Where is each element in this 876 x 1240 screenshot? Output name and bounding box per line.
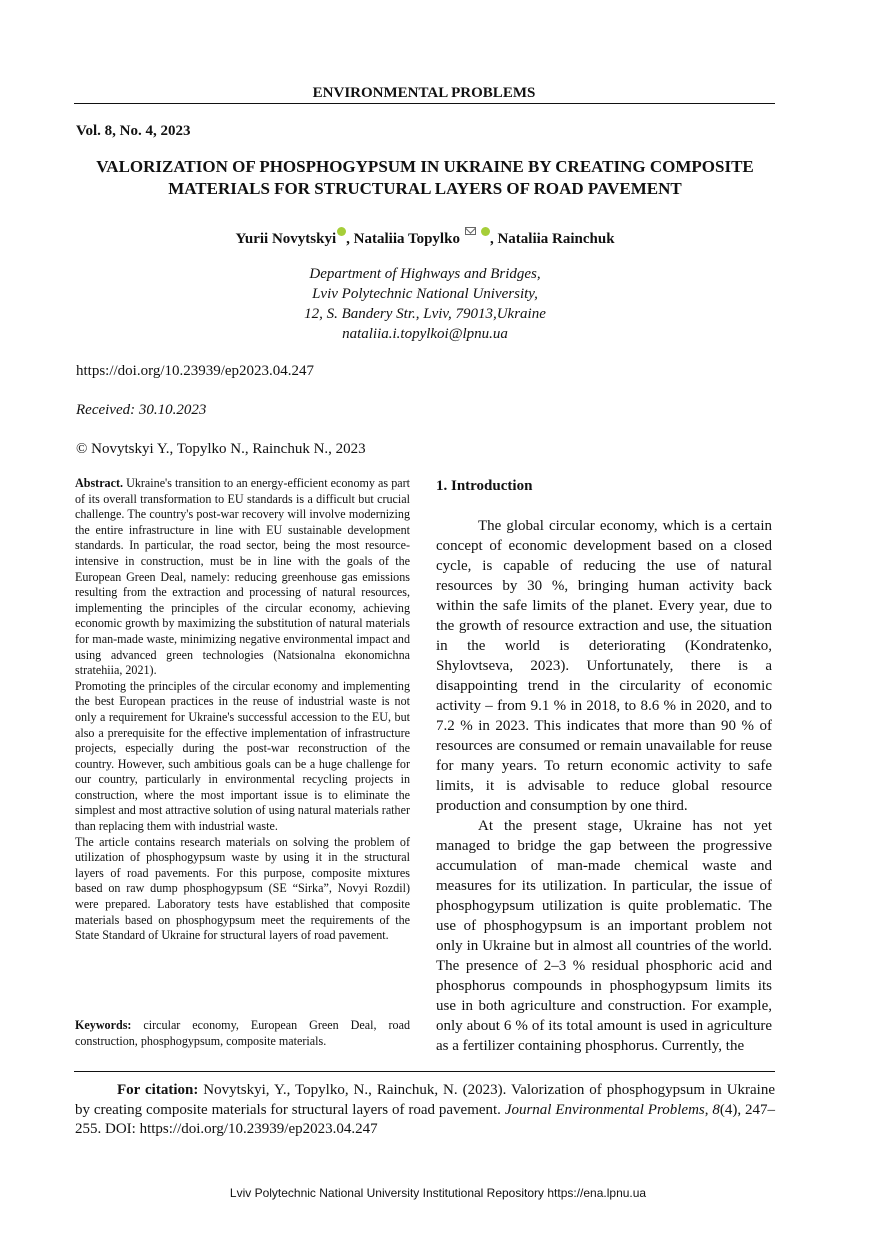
title-line-2: MATERIALS FOR STRUCTURAL LAYERS OF ROAD PAVEMENT — [168, 179, 682, 198]
journal-header: ENVIRONMENTAL PROBLEMS — [312, 85, 536, 101]
citation-separator: , — [704, 1101, 713, 1118]
keywords-text: circular economy, European Green Deal, road construction, phosphogypsum, composite materials. — [75, 1018, 410, 1048]
author-name-3: Nataliia Rainchuk — [497, 231, 615, 247]
citation-journal: Journal Environmental Problems — [504, 1101, 705, 1118]
citation-text-1: Novytskyi, Y., Topylko, N., Rainchuk, N. (2023). Valorization of phosphogypsum in Ukraine by creating composite materials for structural layers of road pavement. — [75, 1082, 776, 1118]
affiliation-university: Lviv Polytechnic National University, — [312, 286, 538, 302]
abstract-text-1: Ukraine's transition to an energy-efficient economy as part of its overall transformation to EU standards is a difficult but crucial challenge. The country's post-war recovery will involve modernizing the entire infrastructure in line with EU sustainable development standards. In particular, the road sector, being the most resource-intensive in construction, must be in line with the goals of the European Green Deal, namely: reducing greenhouse gas emissions resulting from the extraction and processing of natural resources, implementing the principles of the circular economy, achieving economic growth by maximizing the substitution of natural materials for man-made waste, minimizing negative environmental impact and using advanced green technologies (Natsionalna ekonomichna stratehiia, 2021). — [75, 476, 410, 678]
abstract — [75, 476, 410, 944]
author-name-1: Yurii Novytskyi — [235, 231, 337, 247]
received-date: Received: 30.10.2023 — [76, 402, 207, 418]
affiliation-department: Department of Highways and Bridges, — [309, 266, 541, 282]
abstract-paragraph-3: The article contains research materials on solving the problem of utilization of phosphogypsum waste by using it in the structural layers of road pavements. For this purpose, composite mixtures based on raw dump phosphogypsum (SE “Sirka”, Novyi Rozdil) were prepared. Laboratory tests have established that composite materials based on phosphogypsum meet the requirements of the State Standard of Ukraine for structural layers of road pavement. — [75, 834, 410, 943]
introduction-paragraph-1: The global circular economy, which is a certain concept of economic development based on a closed cycle, is capable of reducing the use of natural resources by 30 %, bringing human activity back within the safe limits of the planet. Every year, due to the growth of resource extraction and use, the situation in the world is deteriorating (Kondratenko, Shylovtseva, 2023). Unfortunately, there is a disappointing trend in the circularity of economic activity – from 9.1 % in 2018, to 8.6 % in 2020, and to 7.2 % in 2023. This indicates that more than 90 % of resources are consumed or remain unavailable for reuse for many years. To return economic activity to safe limits, it is advisable to reduce global resource production and consumption by one third. — [436, 518, 772, 814]
keywords-label: Keywords: — [75, 1018, 132, 1032]
citation-volume: 8 — [712, 1101, 720, 1118]
volume-issue: Vol. 8, No. 4, 2023 — [76, 123, 191, 139]
orcid-icon[interactable] — [337, 227, 346, 236]
affiliation-address: 12, S. Bandery Str., Lviv, 79013,Ukraine — [304, 306, 546, 322]
author-list — [100, 227, 750, 248]
header-rule — [74, 103, 775, 104]
affiliation — [150, 264, 700, 344]
title-line-1: VALORIZATION OF PHOSPHOGYPSUM IN UKRAINE BY CREATING COMPOSITE — [96, 157, 754, 176]
keywords — [75, 1018, 410, 1049]
introduction-body — [436, 516, 772, 1056]
author-separator: , — [346, 231, 354, 247]
abstract-label: Abstract. — [75, 476, 124, 490]
doi-link[interactable]: https://doi.org/10.23939/ep2023.04.247 — [76, 363, 315, 379]
author-name-2: Nataliia Topylko — [353, 231, 460, 247]
orcid-icon[interactable] — [481, 227, 490, 236]
repository-footer: Lviv Polytechnic National University Institutional Repository https://ena.lpnu.ua — [229, 1186, 647, 1200]
introduction-paragraph-2: At the present stage, Ukraine has not yet managed to bridge the gap between the progressive accumulation of man-made chemical waste and measures for its utilization. In particular, the issue of phosphogypsum utilization is quite problematic. The use of phosphogypsum is an important problem not only in Ukraine but in almost all countries of the world. The presence of 2–3 % residual phosphoric acid and phosphorus compounds in phosphogypsum limits its use in both agriculture and construction. For example, only about 6 % of its total amount is used in agriculture as a fertilizer containing phosphorus. Currently, the — [436, 818, 772, 1054]
corresponding-email[interactable]: nataliia.i.topylkoi@lpnu.ua — [342, 326, 508, 342]
citation-label: For citation: — [117, 1082, 199, 1098]
abstract-paragraph-2: Promoting the principles of the circular economy and implementing the best European practices in the reuse of industrial waste is not only a requirement for Ukraine's successful accession to the EU, but also a prerequisite for the effective implementation of infrastructure projects, especially during the post-war reconstruction of the country. However, such ambitious goals can be a huge challenge for our country, particularly in environmental recycling projects in construction, where the most important issue is to eliminate the simplest and most attractive solution of using natural materials rather than replacing them with industrial waste. — [75, 678, 410, 834]
author-separator: , — [489, 231, 498, 247]
section-heading-introduction: 1. Introduction — [436, 478, 533, 494]
citation-block — [75, 1081, 775, 1140]
citation-rule — [74, 1071, 775, 1072]
abstract-paragraph-1 — [75, 476, 410, 679]
copyright-notice: © Novytskyi Y., Topylko N., Rainchuk N., 2023 — [76, 441, 366, 457]
citation-text-2: (4), 247–255. DOI: https://doi.org/10.23939/ep2023.04.247 — [75, 1101, 776, 1137]
article-title — [60, 156, 790, 200]
envelope-icon[interactable] — [465, 227, 476, 235]
